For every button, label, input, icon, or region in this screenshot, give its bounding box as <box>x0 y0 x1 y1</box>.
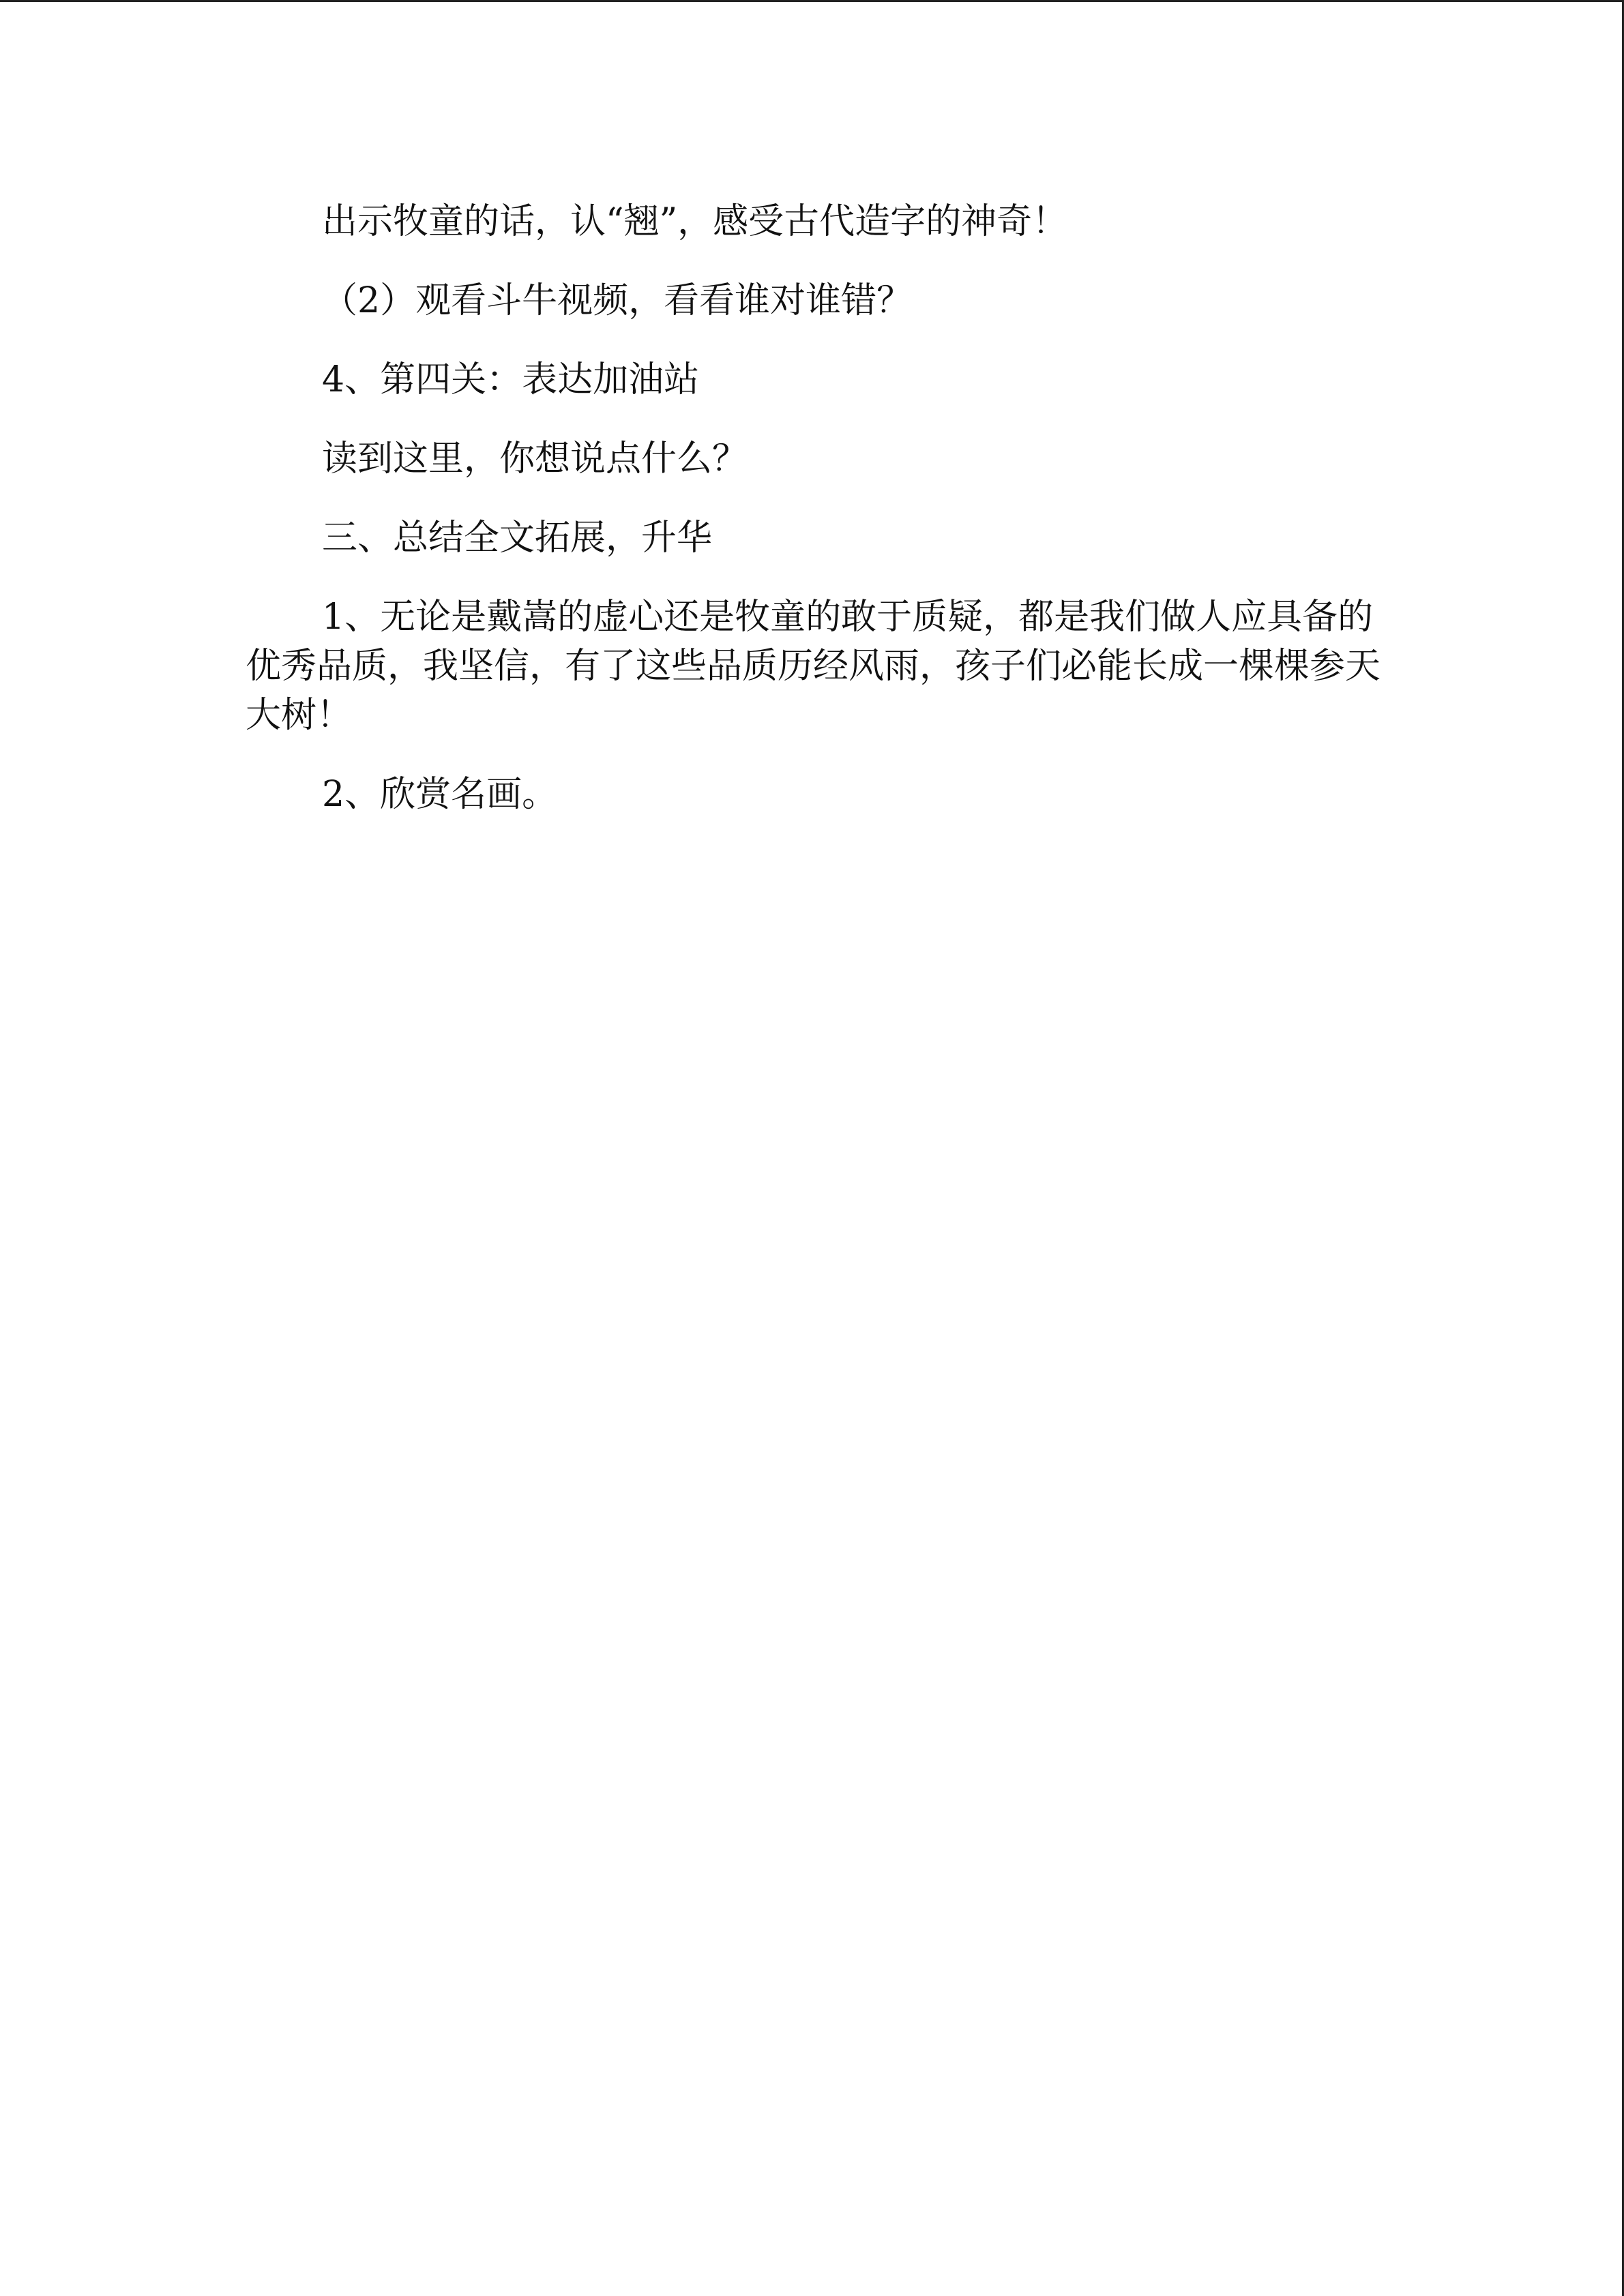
paragraph-5: 三、总结全文拓展，升华 <box>322 518 713 558</box>
paragraph-6: 1、无论是戴嵩的虚心还是牧童的敢于质疑，都是我们做人应具备的优秀品质，我坚信，有了这些品质历经风雨，孩子们必能长成一棵棵参天大树！ <box>246 597 1381 736</box>
paragraph-7: 2、欣赏名画。 <box>322 774 558 815</box>
paragraph-3: 4、第四关：表达加油站 <box>322 359 700 400</box>
paragraph-1: 出示牧童的话，认“翘”，感受古代造字的神奇！ <box>322 201 1068 242</box>
paragraph-2: （2）观看斗牛视频，看看谁对谁错？ <box>322 280 913 321</box>
paragraph-4: 读到这里，你想说点什么？ <box>322 438 748 479</box>
document-body <box>246 197 1385 819</box>
